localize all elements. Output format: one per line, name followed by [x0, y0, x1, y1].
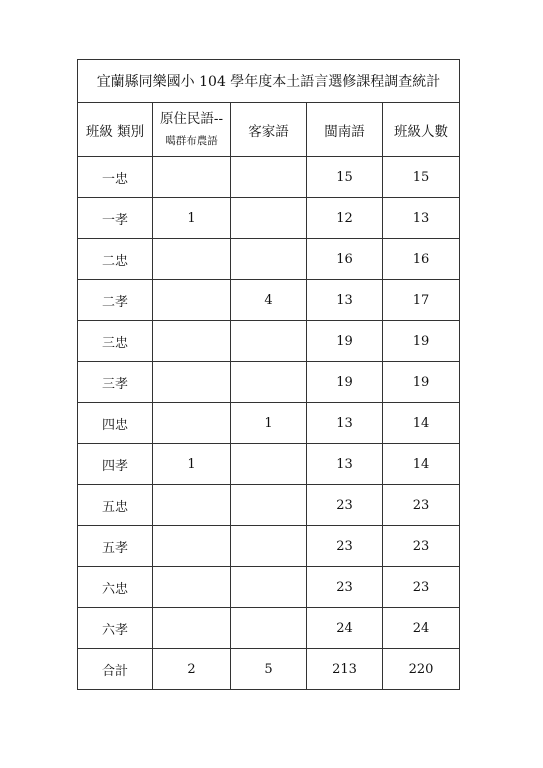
aboriginal-count-cell — [153, 321, 231, 362]
total-class-size-cell: 220 — [383, 649, 460, 690]
language-survey-table — [77, 59, 460, 690]
header-aboriginal-label: 原住民語-- — [159, 110, 224, 127]
total-hakka-cell: 5 — [231, 649, 307, 690]
hakka-count-cell — [231, 239, 307, 280]
aboriginal-count-cell — [153, 239, 231, 280]
table-row — [78, 239, 460, 280]
class-size-cell: 23 — [383, 526, 460, 567]
table-row — [78, 280, 460, 321]
hakka-count-cell — [231, 321, 307, 362]
hakka-count-cell: 1 — [231, 403, 307, 444]
table-row — [78, 362, 460, 403]
table-row — [78, 321, 460, 362]
minnan-count-cell: 13 — [307, 403, 383, 444]
class-name-cell: 一孝 — [78, 198, 153, 239]
class-name-cell: 四孝 — [78, 444, 153, 485]
class-name-cell: 二忠 — [78, 239, 153, 280]
title-row — [78, 60, 460, 103]
aboriginal-count-cell — [153, 567, 231, 608]
class-size-cell: 24 — [383, 608, 460, 649]
class-size-cell: 19 — [383, 362, 460, 403]
hakka-count-cell — [231, 567, 307, 608]
header-aboriginal — [153, 103, 231, 157]
table-row — [78, 157, 460, 198]
minnan-count-cell: 19 — [307, 362, 383, 403]
total-aboriginal-cell: 2 — [153, 649, 231, 690]
table-row — [78, 608, 460, 649]
hakka-count-cell — [231, 608, 307, 649]
aboriginal-count-cell — [153, 403, 231, 444]
header-row — [78, 103, 460, 157]
table-row — [78, 444, 460, 485]
table-row — [78, 567, 460, 608]
table-row — [78, 526, 460, 567]
class-size-cell: 16 — [383, 239, 460, 280]
class-size-cell: 19 — [383, 321, 460, 362]
minnan-count-cell: 13 — [307, 280, 383, 321]
hakka-count-cell — [231, 485, 307, 526]
class-name-cell: 三孝 — [78, 362, 153, 403]
minnan-count-cell: 16 — [307, 239, 383, 280]
hakka-count-cell — [231, 157, 307, 198]
hakka-count-cell — [231, 198, 307, 239]
table-row — [78, 485, 460, 526]
class-size-cell: 23 — [383, 485, 460, 526]
total-minnan-cell: 213 — [307, 649, 383, 690]
aboriginal-count-cell — [153, 608, 231, 649]
table-title: 宜蘭縣同樂國小 104 學年度本土語言選修課程調查統計 — [78, 60, 460, 103]
aboriginal-count-cell — [153, 526, 231, 567]
class-name-cell: 六忠 — [78, 567, 153, 608]
table-row — [78, 403, 460, 444]
minnan-count-cell: 15 — [307, 157, 383, 198]
header-hakka: 客家語 — [231, 103, 307, 157]
aboriginal-count-cell — [153, 280, 231, 321]
aboriginal-count-cell — [153, 362, 231, 403]
hakka-count-cell: 4 — [231, 280, 307, 321]
minnan-count-cell: 12 — [307, 198, 383, 239]
header-class-size: 班級人數 — [383, 103, 460, 157]
minnan-count-cell: 23 — [307, 567, 383, 608]
header-aboriginal-note: 噶群布農語 — [165, 134, 218, 147]
class-size-cell: 13 — [383, 198, 460, 239]
header-class-category: 班級 類別 — [78, 103, 153, 157]
total-row — [78, 649, 460, 690]
class-name-cell: 三忠 — [78, 321, 153, 362]
class-name-cell: 五孝 — [78, 526, 153, 567]
minnan-count-cell: 13 — [307, 444, 383, 485]
minnan-count-cell: 19 — [307, 321, 383, 362]
class-name-cell: 二孝 — [78, 280, 153, 321]
class-size-cell: 14 — [383, 403, 460, 444]
hakka-count-cell — [231, 444, 307, 485]
class-size-cell: 14 — [383, 444, 460, 485]
class-size-cell: 23 — [383, 567, 460, 608]
minnan-count-cell: 23 — [307, 485, 383, 526]
hakka-count-cell — [231, 526, 307, 567]
class-size-cell: 15 — [383, 157, 460, 198]
class-size-cell: 17 — [383, 280, 460, 321]
aboriginal-count-cell: 1 — [153, 198, 231, 239]
class-name-cell: 五忠 — [78, 485, 153, 526]
minnan-count-cell: 23 — [307, 526, 383, 567]
header-minnan: 閩南語 — [307, 103, 383, 157]
total-label-cell: 合計 — [78, 649, 153, 690]
minnan-count-cell: 24 — [307, 608, 383, 649]
class-name-cell: 六孝 — [78, 608, 153, 649]
aboriginal-count-cell: 1 — [153, 444, 231, 485]
class-name-cell: 四忠 — [78, 403, 153, 444]
table-row — [78, 198, 460, 239]
aboriginal-count-cell — [153, 157, 231, 198]
class-name-cell: 一忠 — [78, 157, 153, 198]
hakka-count-cell — [231, 362, 307, 403]
aboriginal-count-cell — [153, 485, 231, 526]
